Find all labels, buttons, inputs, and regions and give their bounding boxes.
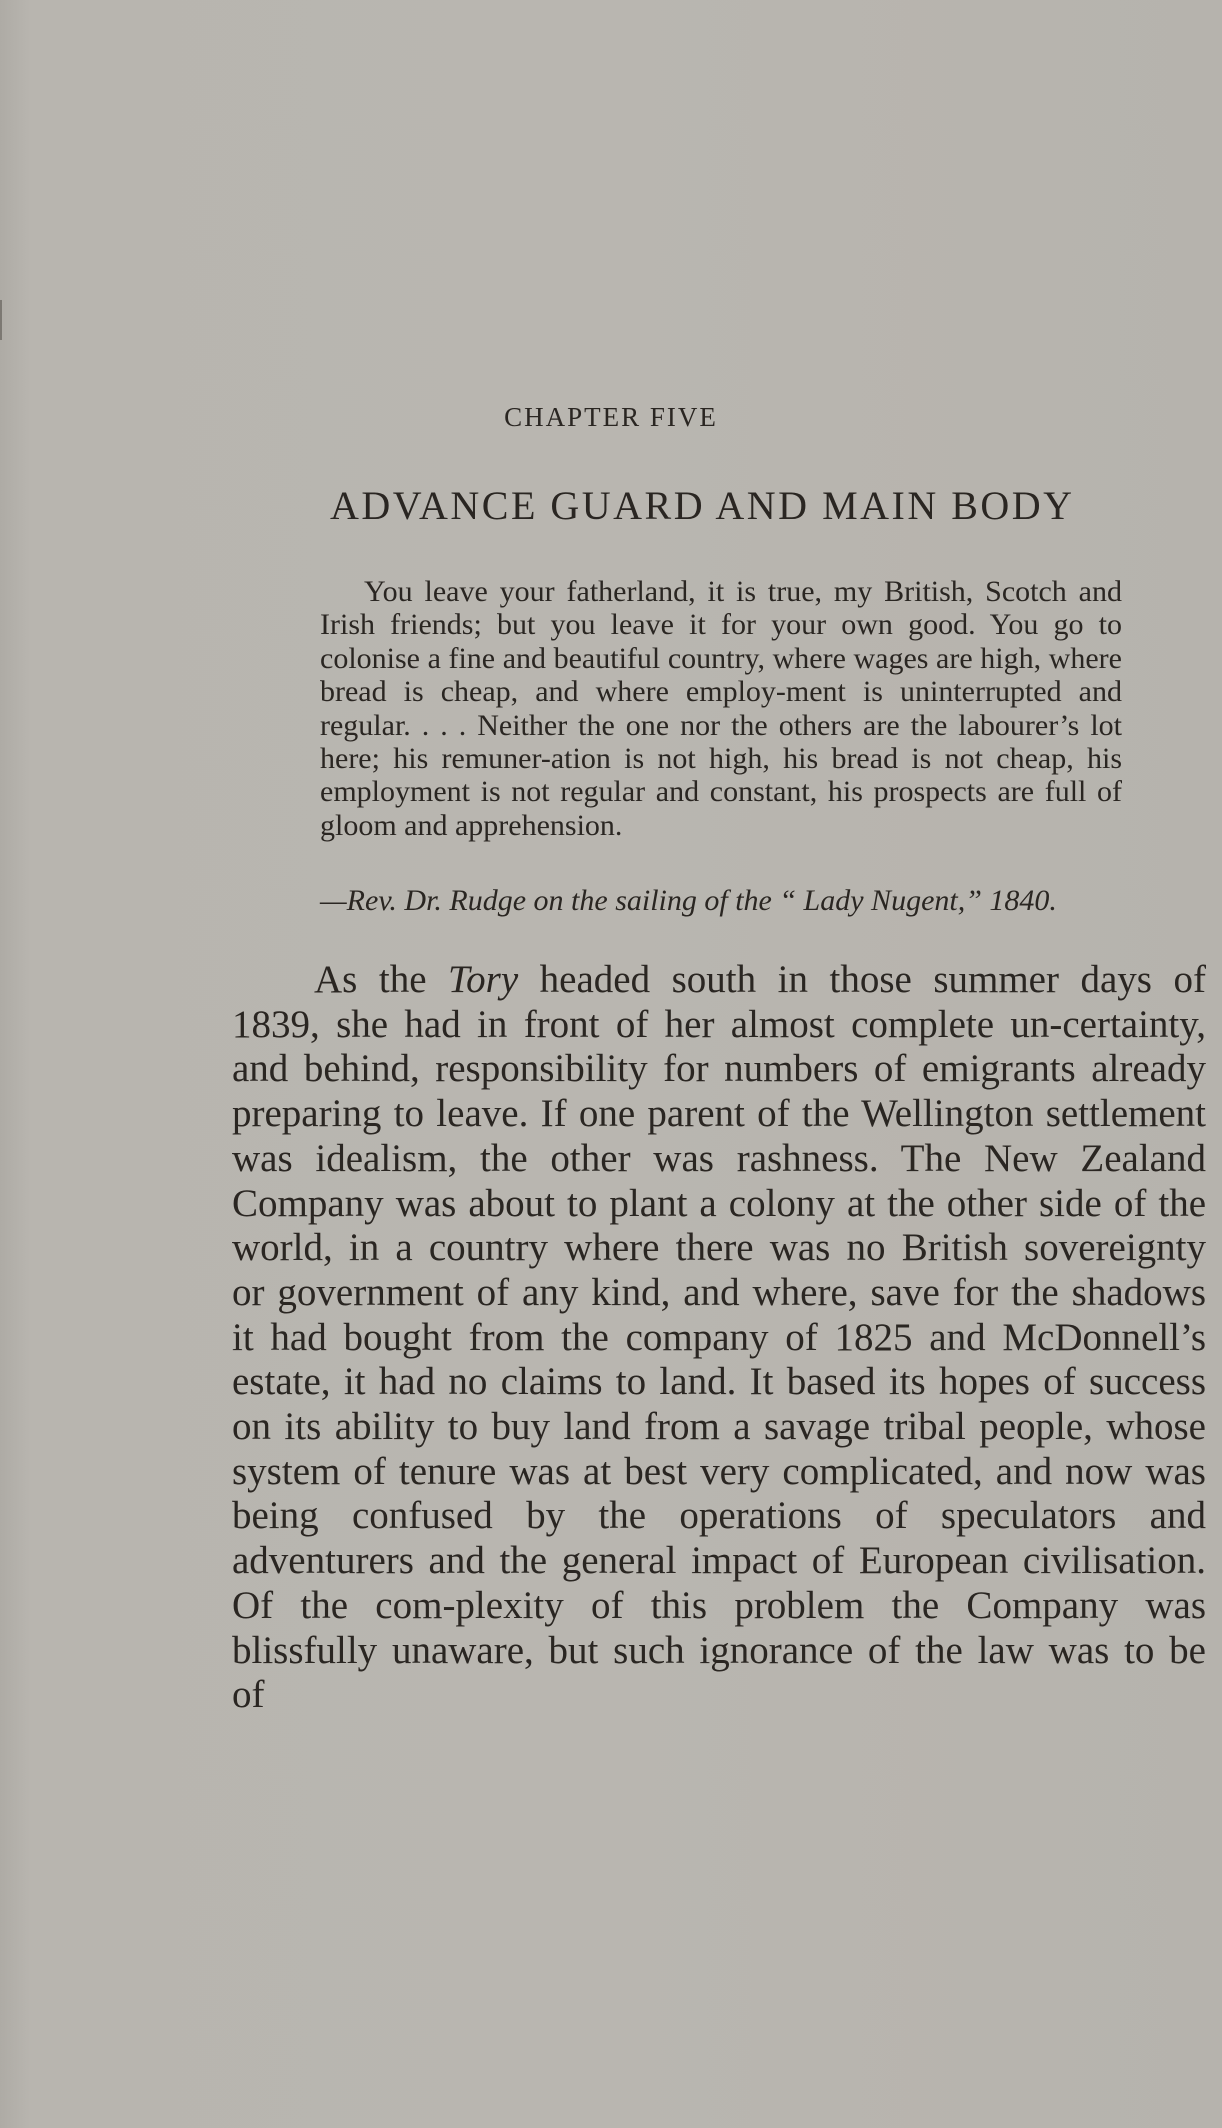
epigraph-quote: You leave your fatherland, it is true, my British, Scotch and Irish friends; but you leave it for your own good. You go to colonise a fine and beautiful country, where wages are high, where bread is cheap, and where employ-ment is uninterrupted and regular. . . . Neither the one nor the others are the labourer’s lot here; his remuner-ation is not high, his bread is not cheap, his employment is not regular and constant, his prospects are full of gloom and apprehension.	[320, 575, 1122, 842]
page-edge-mark	[0, 300, 12, 340]
body-text-rest: headed south in those summer days of 1839, she had in front of her almost complete un-certainty, and behind, responsibility for numbers of emigrants already preparing to leave. If one parent of the Wellington settlement was idealism, the other was rashness. The New Zealand Company was about to plant a colony at the other side of the world, in a country where there was no British sovereignty or government of any kind, and where, save for the shadows it had bought from the company of 1825 and McDonnell’s estate, it had no claims to land. It based its hopes of success on its ability to buy land from a savage tribal people, whose system of tenure was at best very complicated, and now was being confused by the operations of speculators and adventurers and the general impact of European civilisation. Of the com-plexity of this problem the Company was blissfully unaware, but such ignorance of the law was to be of	[232, 958, 1206, 1717]
body-text-lead: As the	[314, 958, 449, 1001]
chapter-label: CHAPTER FIVE	[504, 402, 718, 432]
chapter-title: ADVANCE GUARD AND MAIN BODY	[330, 483, 1075, 528]
body-paragraph	[232, 958, 1206, 1718]
ship-name: Tory	[448, 958, 519, 1001]
epigraph-attribution: —Rev. Dr. Rudge on the sailing of the “ Lady Nugent,” 1840.	[320, 884, 1057, 917]
